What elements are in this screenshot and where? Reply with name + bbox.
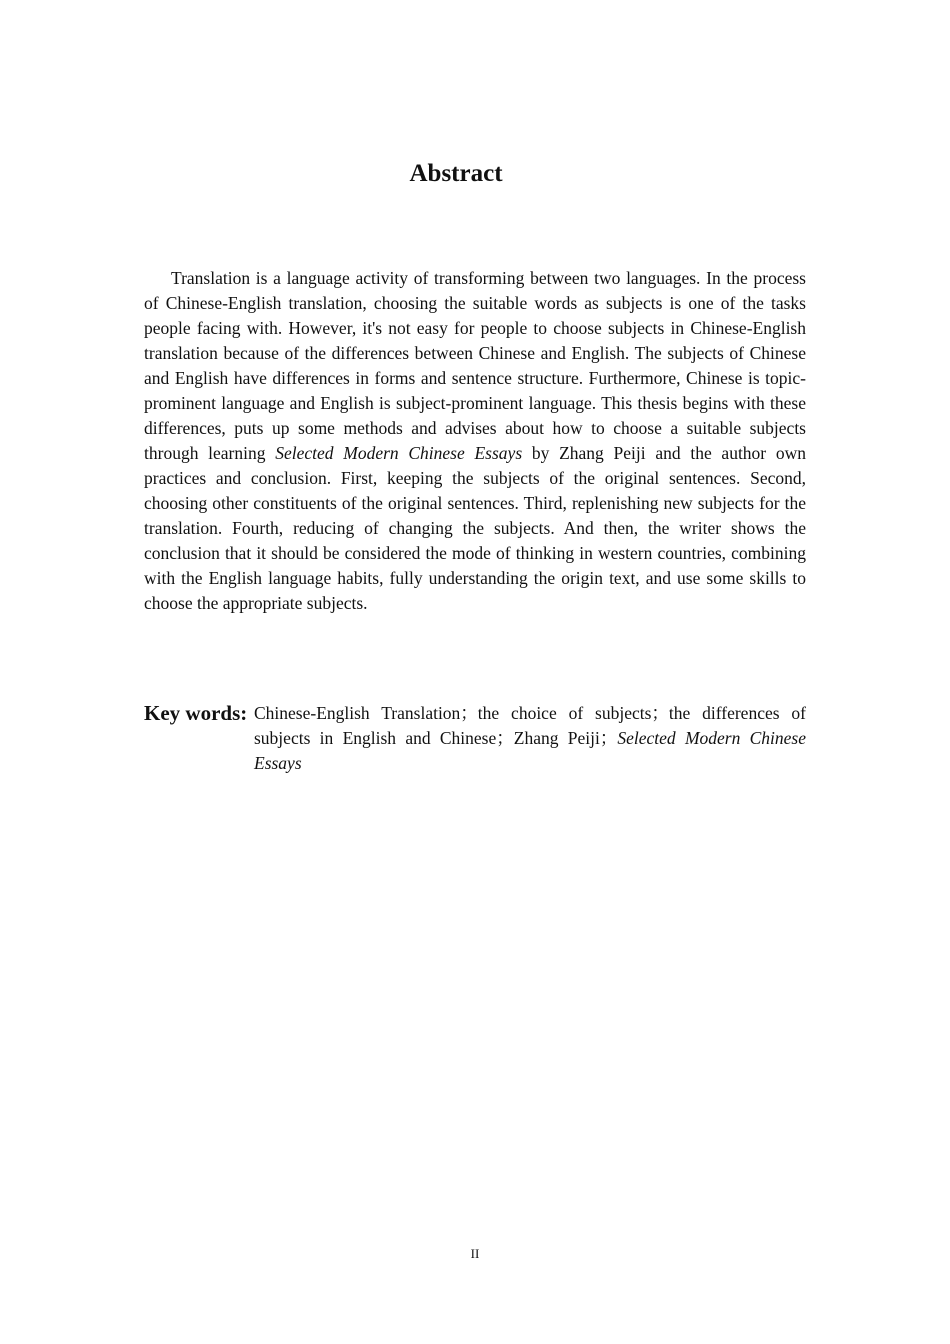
keywords-book-title: Selected Modern Chinese Essays <box>254 728 807 773</box>
keywords-label: Key words: <box>144 701 248 725</box>
keywords-section <box>144 700 806 776</box>
abstract-text-part-2: by Zhang Peiji and the author own practices and conclusion. First, keeping the subjects of the original sentences. Second, choosing other constituents of the original sentences. Third, replenishing new subjects for the translation. Fourth, reducing of changing the subjects. And then, the writer shows the conclusion that it should be considered the mode of thinking in western countries, combining with the English language habits, fully understanding the origin text, and use some skills to choose the appropriate subjects. <box>144 443 807 613</box>
abstract-book-title: Selected Modern Chinese Essays <box>275 443 523 463</box>
page-title: Abstract <box>409 160 503 187</box>
keywords-list <box>254 700 806 776</box>
page-number: II <box>470 1246 480 1261</box>
abstract-text-part-1: Translation is a language activity of transforming between two languages. In the process of Chinese-English translation, choosing the suitable words as subjects is one of the tasks people facing with. However, it's not easy for people to choose subjects in Chinese-English translation because of the differences between Chinese and English. The subjects of Chinese and English have differences in forms and sentence structure. Furthermore, Chinese is topic-prominent language and English is subject-prominent language. This thesis begins with these differences, puts up some methods and advises about how to choose a suitable subjects through learning <box>144 268 806 463</box>
abstract-paragraph <box>144 266 806 616</box>
keywords-text: Chinese-English Translation；the choice of subjects；the differences of subjects in English and Chinese；Zhang Peiji； <box>254 703 806 748</box>
